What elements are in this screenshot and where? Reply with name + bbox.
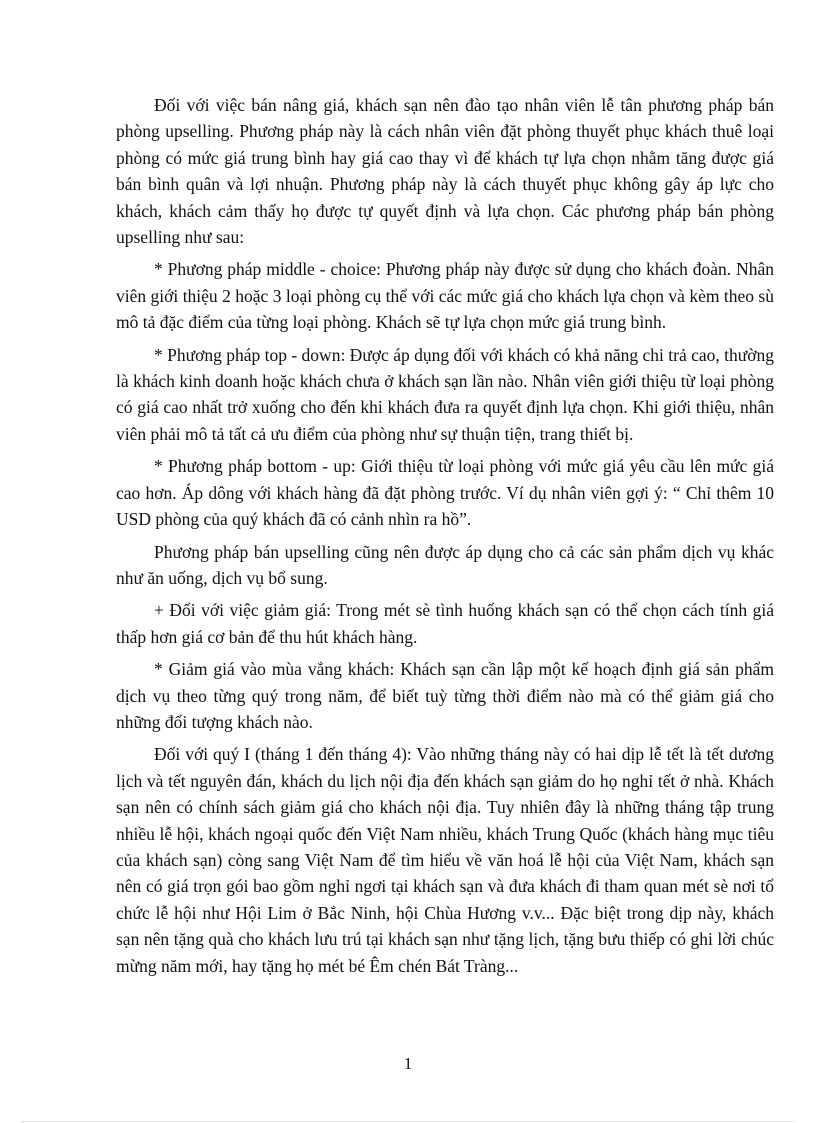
- paragraph-bottom-up: * Phương pháp bottom - up: Giới thiệu từ loại phòng với mức giá yêu cầu lên mức giá cao hơn. Áp dông với khách hàng đã đặt phòng trước. Ví dụ nhân viên gợi ý: “ Chỉ thêm 10 USD phòng của quý khách đã có cảnh nhìn ra hồ”.: [116, 456, 774, 530]
- paragraph-middle-choice: * Phương pháp middle - choice: Phương pháp này được sử dụng cho khách đoàn. Nhân viên giới thiệu 2 hoặc 3 loại phòng cụ thể với các mức giá cho khách lựa chọn và kèm theo sù mô tả đặc điểm của từng loại phòng. Khách sẽ tự lựa chọn mức giá trung bình.: [116, 259, 774, 333]
- paragraph-quarter-one: Đối với quý I (tháng 1 đến tháng 4): Vào những tháng này có hai dịp lễ tết là tết dương lịch và tết nguyên đán, khách du lịch nội địa đến khách sạn giảm do họ nghỉ tết ở nhà. Khách sạn nên có chính sách giảm giá cho khách nội địa. Tuy nhiên đây là những tháng tập trung nhiều lễ hội, khách ngoại quốc đến Việt Nam nhiều, khách Trung Quốc (khách hàng mục tiêu của khách sạn) còng sang Việt Nam để tìm hiểu về văn hoá lễ hội của Việt Nam, khách sạn nên có giá trọn gói bao gồm nghỉ ngơi tại khách sạn và đưa khách đi tham quan mét sè nơi tổ chức lễ hội như Hội Lim ở Bắc Ninh, hội Chùa Hương v.v... Đặc biệt trong dịp này, khách sạn nên tặng quà cho khách lưu trú tại khách sạn như tặng lịch, tặng bưu thiếp có ghi lời chúc mừng năm mới, hay tặng họ mét bé Êm chén Bát Tràng...: [116, 744, 774, 976]
- paragraph-low-season-discount: * Giảm giá vào mùa vắng khách: Khách sạn cần lập một kế hoạch định giá sản phẩm dịch vụ theo từng quý trong năm, để biết tuỳ từng thời điểm nào mà có thể giảm giá cho những đối tượng khách nào.: [116, 659, 774, 732]
- paragraph-upselling-other-services: Phương pháp bán upselling cũng nên được áp dụng cho cả các sản phẩm dịch vụ khác như ăn uống, dịch vụ bổ sung.: [116, 541, 774, 588]
- paragraph-upselling-intro: Đối với việc bán nâng giá, khách sạn nên đào tạo nhân viên lễ tân phương pháp bán phòng upselling. Phương pháp này là cách nhân viên đặt phòng thuyết phục khách thuê loại phòng có mức giá trung bình hay giá cao thay vì để khách tự lựa chọn nhằm tăng được giá bán bình quân và lợi nhuận. Phương pháp này là cách thuyết phục không gây áp lực cho khách, khách cảm thấy họ được tự quyết định và lựa chọn. Các phương pháp bán phòng upselling như sau:: [116, 95, 774, 248]
- paragraph-discounting: + Đối với việc giảm giá: Trong mét sè tình huống khách sạn có thể chọn cách tính giá thấp hơn giá cơ bản để thu hút khách hàng.: [116, 600, 774, 647]
- page-bottom-divider: [22, 1121, 794, 1122]
- body-text: [116, 92, 774, 985]
- page-number: 1: [403, 1054, 413, 1073]
- paragraph-top-down: * Phương pháp top - down: Được áp dụng đối với khách có khả năng chi trả cao, thường là khách kinh doanh hoặc khách chưa ở khách sạn lần nào. Nhân viên giới thiệu từ loại phòng có giá cao nhất trở xuống cho đến khi khách đưa ra quyết định lựa chọn. Khi giới thiệu, nhân viên phải mô tả tất cả ưu điểm của phòng như sự thuận tiện, trang thiết bị.: [116, 344, 775, 444]
